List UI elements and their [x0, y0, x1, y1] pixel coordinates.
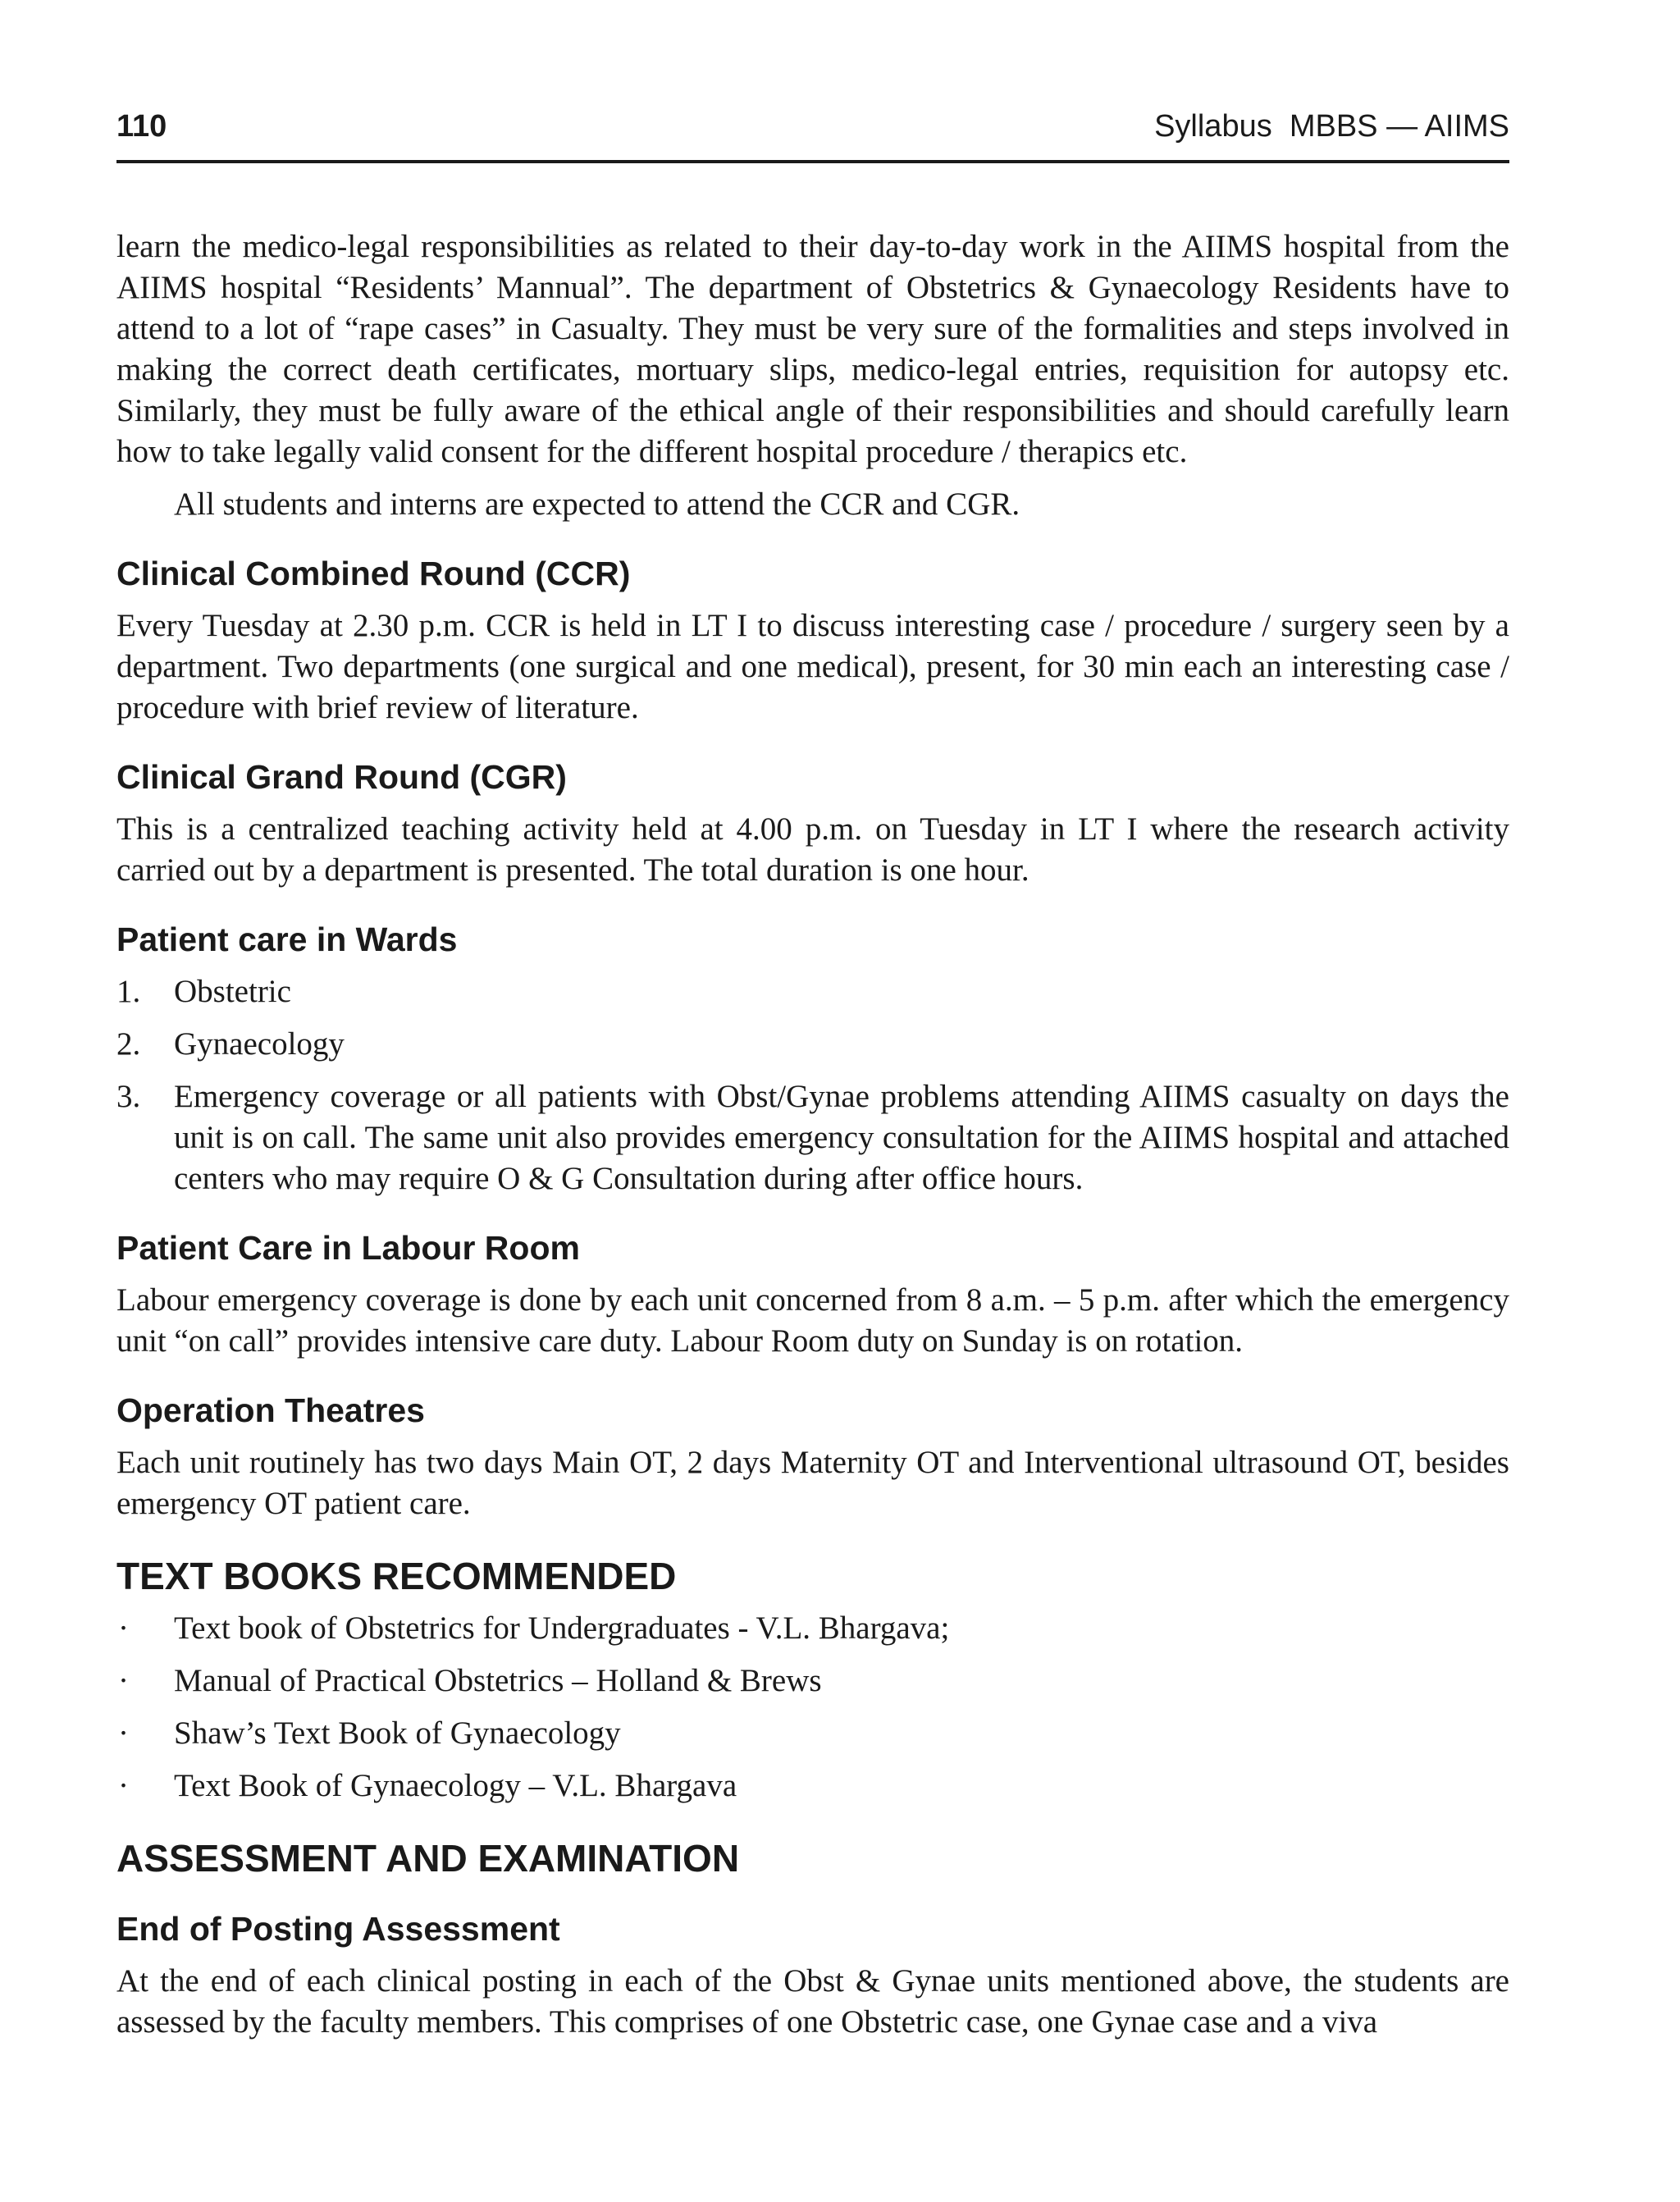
list-item — [116, 971, 1509, 1012]
running-title: Syllabus MBBS — AIIMS — [1154, 109, 1509, 144]
list-item-text: Emergency coverage or all patients with Obst/Gynae problems attending AIIMS casualty on days the unit is on call. The same unit also provides emergency consultation for the AIIMS hospital and attached centers who may require O & G Consultation during after office hours. — [174, 1079, 1509, 1196]
list-item — [116, 1766, 1509, 1807]
bullet-icon: · — [118, 1768, 129, 1803]
books-heading: TEXT BOOKS RECOMMENDED — [116, 1555, 677, 1597]
bullet-icon: · — [118, 1610, 129, 1646]
end-of-posting-heading: End of Posting Assessment — [116, 1910, 560, 1948]
list-item-text: Text book of Obstetrics for Undergraduates - V.L. Bhargava; — [174, 1610, 950, 1646]
books-list — [116, 1608, 1509, 1807]
wards-heading: Patient care in Wards — [116, 921, 458, 958]
page-body — [116, 226, 1509, 2043]
list-item — [116, 1024, 1509, 1065]
ot-paragraph: Each unit routinely has two days Main OT, 2 days Maternity OT and Interventional ultrasound OT, besides emergency OT patient care. — [116, 1445, 1509, 1521]
list-item-text: Text Book of Gynaecology – V.L. Bhargava — [174, 1768, 737, 1803]
bullet-icon: · — [118, 1663, 129, 1698]
list-item-text: Gynaecology — [174, 1026, 345, 1062]
list-item — [116, 1608, 1509, 1649]
list-item-text: Manual of Practical Obstetrics – Holland & Brews — [174, 1663, 822, 1698]
ccr-heading: Clinical Combined Round (CCR) — [116, 555, 631, 592]
cgr-heading: Clinical Grand Round (CGR) — [116, 758, 567, 796]
bullet-icon: · — [118, 1715, 129, 1751]
list-number: 3. — [116, 1079, 141, 1114]
list-item — [116, 1713, 1509, 1754]
header-rule — [116, 160, 1509, 163]
list-item — [116, 1661, 1509, 1702]
assessment-paragraph: At the end of each clinical posting in each of the Obst & Gynae units mentioned above, the students are assessed by the faculty members. This comprises of one Obstetric case, one Gynae case and a viva — [116, 1963, 1509, 2040]
attendance-paragraph: All students and interns are expected to attend the CCR and CGR. — [174, 487, 1020, 522]
labour-paragraph: Labour emergency coverage is done by each unit concerned from 8 a.m. – 5 p.m. after which the emergency unit “on call” provides intensive care duty. Labour Room duty on Sunday is on rotation. — [116, 1282, 1509, 1359]
assessment-heading: ASSESSMENT AND EXAMINATION — [116, 1837, 740, 1880]
list-number: 1. — [116, 974, 141, 1009]
list-item-text: Obstetric — [174, 974, 291, 1009]
cgr-paragraph: This is a centralized teaching activity held at 4.00 p.m. on Tuesday in LT I where the research activity carried out by a department is presented. The total duration is one hour. — [116, 811, 1509, 888]
list-number: 2. — [116, 1026, 141, 1062]
ccr-paragraph: Every Tuesday at 2.30 p.m. CCR is held in LT I to discuss interesting case / procedure / surgery seen by a department. Two departments (one surgical and one medical), present, for 30 min each an interesting case / procedure with brief review of literature. — [116, 608, 1509, 725]
wards-list — [116, 971, 1509, 1199]
running-header — [116, 109, 1509, 150]
list-item-text: Shaw’s Text Book of Gynaecology — [174, 1715, 621, 1751]
ot-heading: Operation Theatres — [116, 1391, 425, 1429]
labour-heading: Patient Care in Labour Room — [116, 1229, 580, 1267]
page-number: 110 — [116, 109, 167, 144]
list-item — [116, 1076, 1509, 1199]
intro-paragraph: learn the medico-legal responsibilities as related to their day-to-day work in the AIIMS hospital from the AIIMS hospital “Residents’ Mannual”. The department of Obstetrics & Gynaecology Residents have to attend to a lot of “rape cases” in Casualty. They must be very sure of the formalities and steps involved in making the correct death certificates, mortuary slips, medico-legal entries, requisition for autopsy etc. Similarly, they must be fully aware of the ethical angle of their responsibilities and should carefully learn how to take legally valid consent for the different hospital procedure / therapics etc. — [116, 229, 1509, 469]
